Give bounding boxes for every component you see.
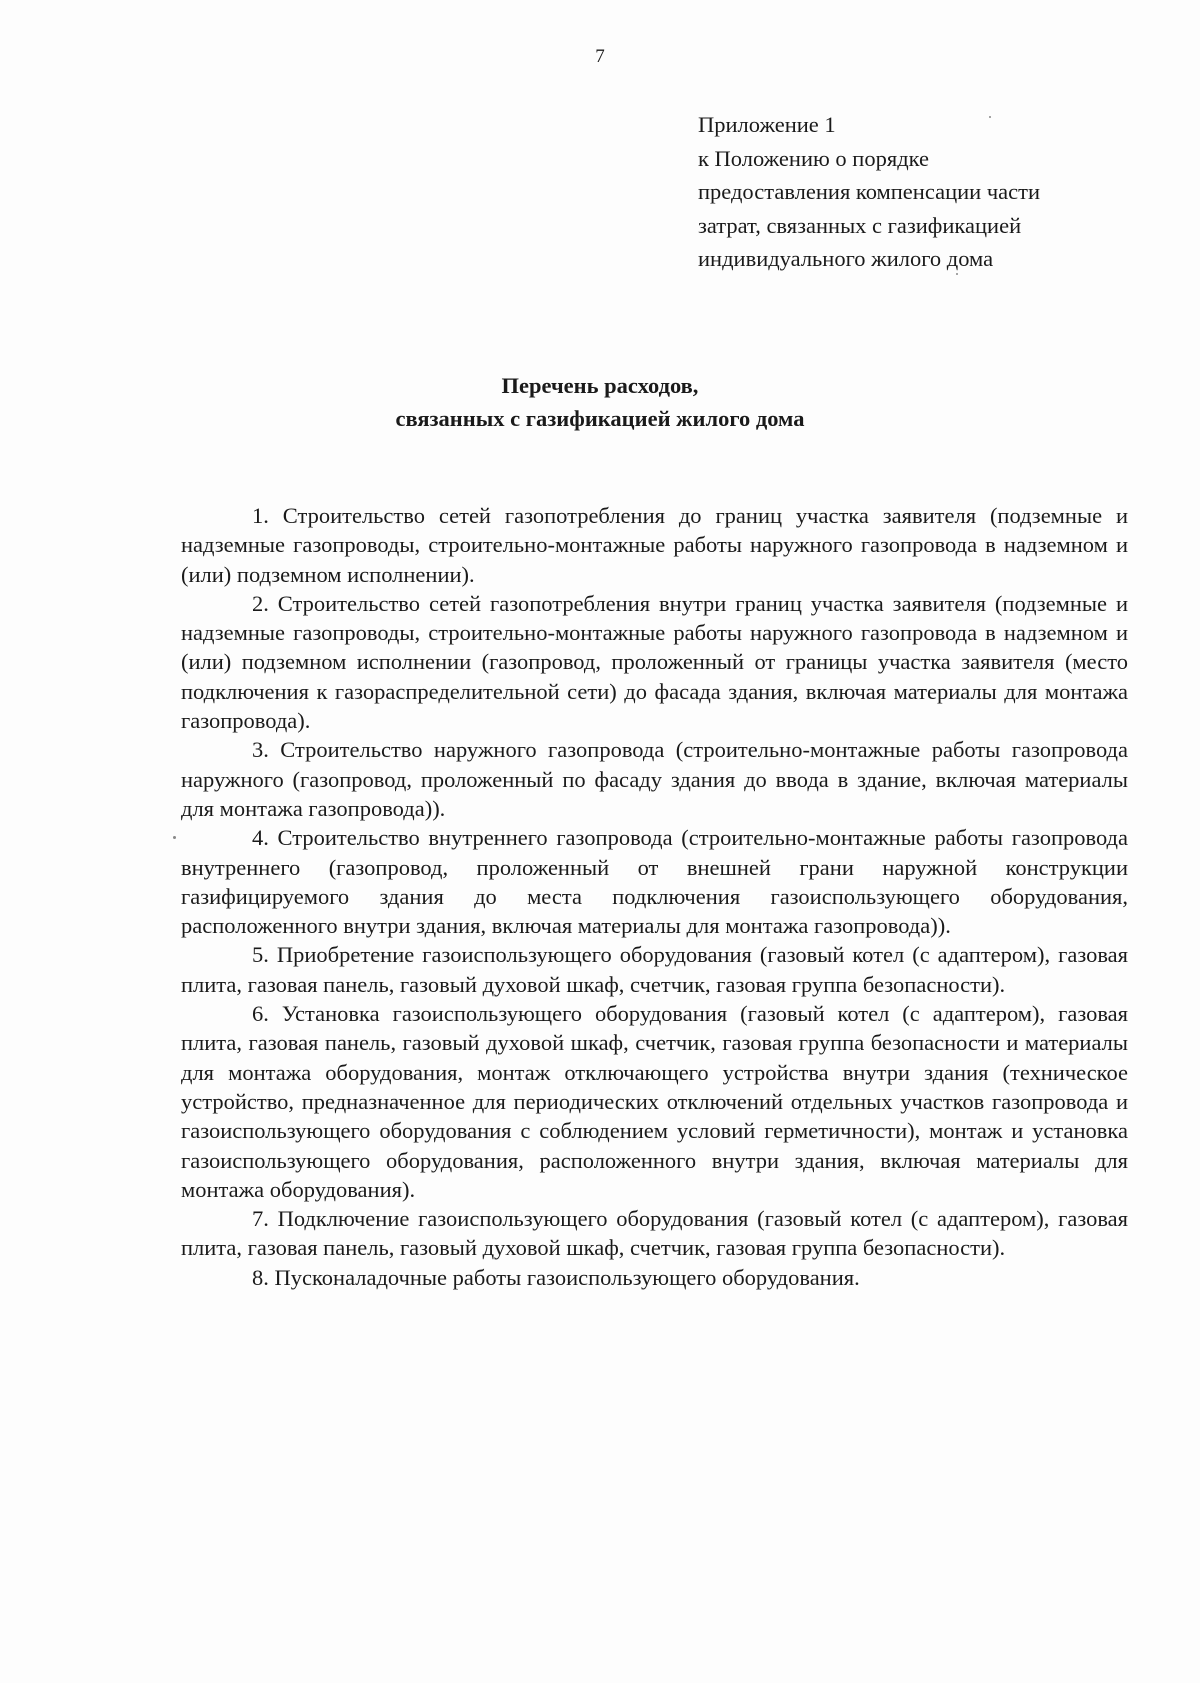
appendix-header [698,108,1168,276]
page-number: 7 [595,46,605,67]
scan-speck [956,273,958,275]
list-item: 4. Строительство внутреннего газопровода (строительно-монтажные работы газопровода внутреннего (газопровод, проложенный от внешней грани наружной конструкции газифицируемого здания до места подключения газоиспользующего оборудования, расположенного внутри здания, включая материалы для монтажа газопровода)). [181,825,1128,939]
document-title [0,369,1200,435]
list-item: 3. Строительство наружного газопровода (строительно-монтажные работы газопровода наружного (газопровод, проложенный по фасаду здания до ввода в здание, включая материалы для монтажа газопровода)). [181,737,1128,821]
list-item: 2. Строительство сетей газопотребления внутри границ участка заявителя (подземные и надземные газопроводы, строительно-монтажные работы наружного газопровода в надземном и (или) подземном исполнении (газопровод, проложенный от границы участка заявителя (место подключения к газораспределительной сети) до фасада здания, включая материалы для монтажа газопровода). [181,590,1128,734]
list-item: 7. Подключение газоиспользующего оборудования (газовый котел (с адаптером), газовая плита, газовая панель, газовый духовой шкаф, счетчик, газовая группа безопасности). [181,1206,1128,1261]
expense-list [181,501,1128,1292]
appendix-line: к Положению о порядке [698,145,929,171]
appendix-line: предоставления компенсации части [698,179,1040,204]
scan-speck [173,836,176,839]
list-item: 6. Установка газоиспользующего оборудования (газовый котел (с адаптером), газовая плита, газовая панель, газовый духовой шкаф, счетчик, газовая группа безопасности и материалы для монтажа оборудования, монтаж отключающего устройства внутри здания (техническое устройство, предназначенное для периодических отключений отдельных участков газопровода и газоиспользующего оборудования с соблюдением условий герметичности), монтаж и установка газоиспользующего оборудования, расположенного внутри здания, включая материалы для монтажа оборудования). [181,1001,1128,1202]
appendix-line: Приложение 1 [698,112,836,137]
title-line-2: связанных с газификацией жилого дома [395,406,805,431]
list-item: 5. Приобретение газоиспользующего оборудования (газовый котел (с адаптером), газовая плита, газовая панель, газовый духовой шкаф, счетчик, газовая группа безопасности). [181,942,1128,997]
title-line-1: Перечень расходов, [501,373,699,398]
scan-speck [989,116,991,118]
list-item: 8. Пусконаладочные работы газоиспользующего оборудования. [252,1264,860,1290]
appendix-line: индивидуального жилого дома [698,246,994,271]
appendix-line: затрат, связанных с газификацией [698,212,1022,238]
list-item: 1. Строительство сетей газопотребления до границ участка заявителя (подземные и надземные газопроводы, строительно-монтажные работы наружного газопровода в надземном и (или) подземном исполнении). [181,503,1128,587]
